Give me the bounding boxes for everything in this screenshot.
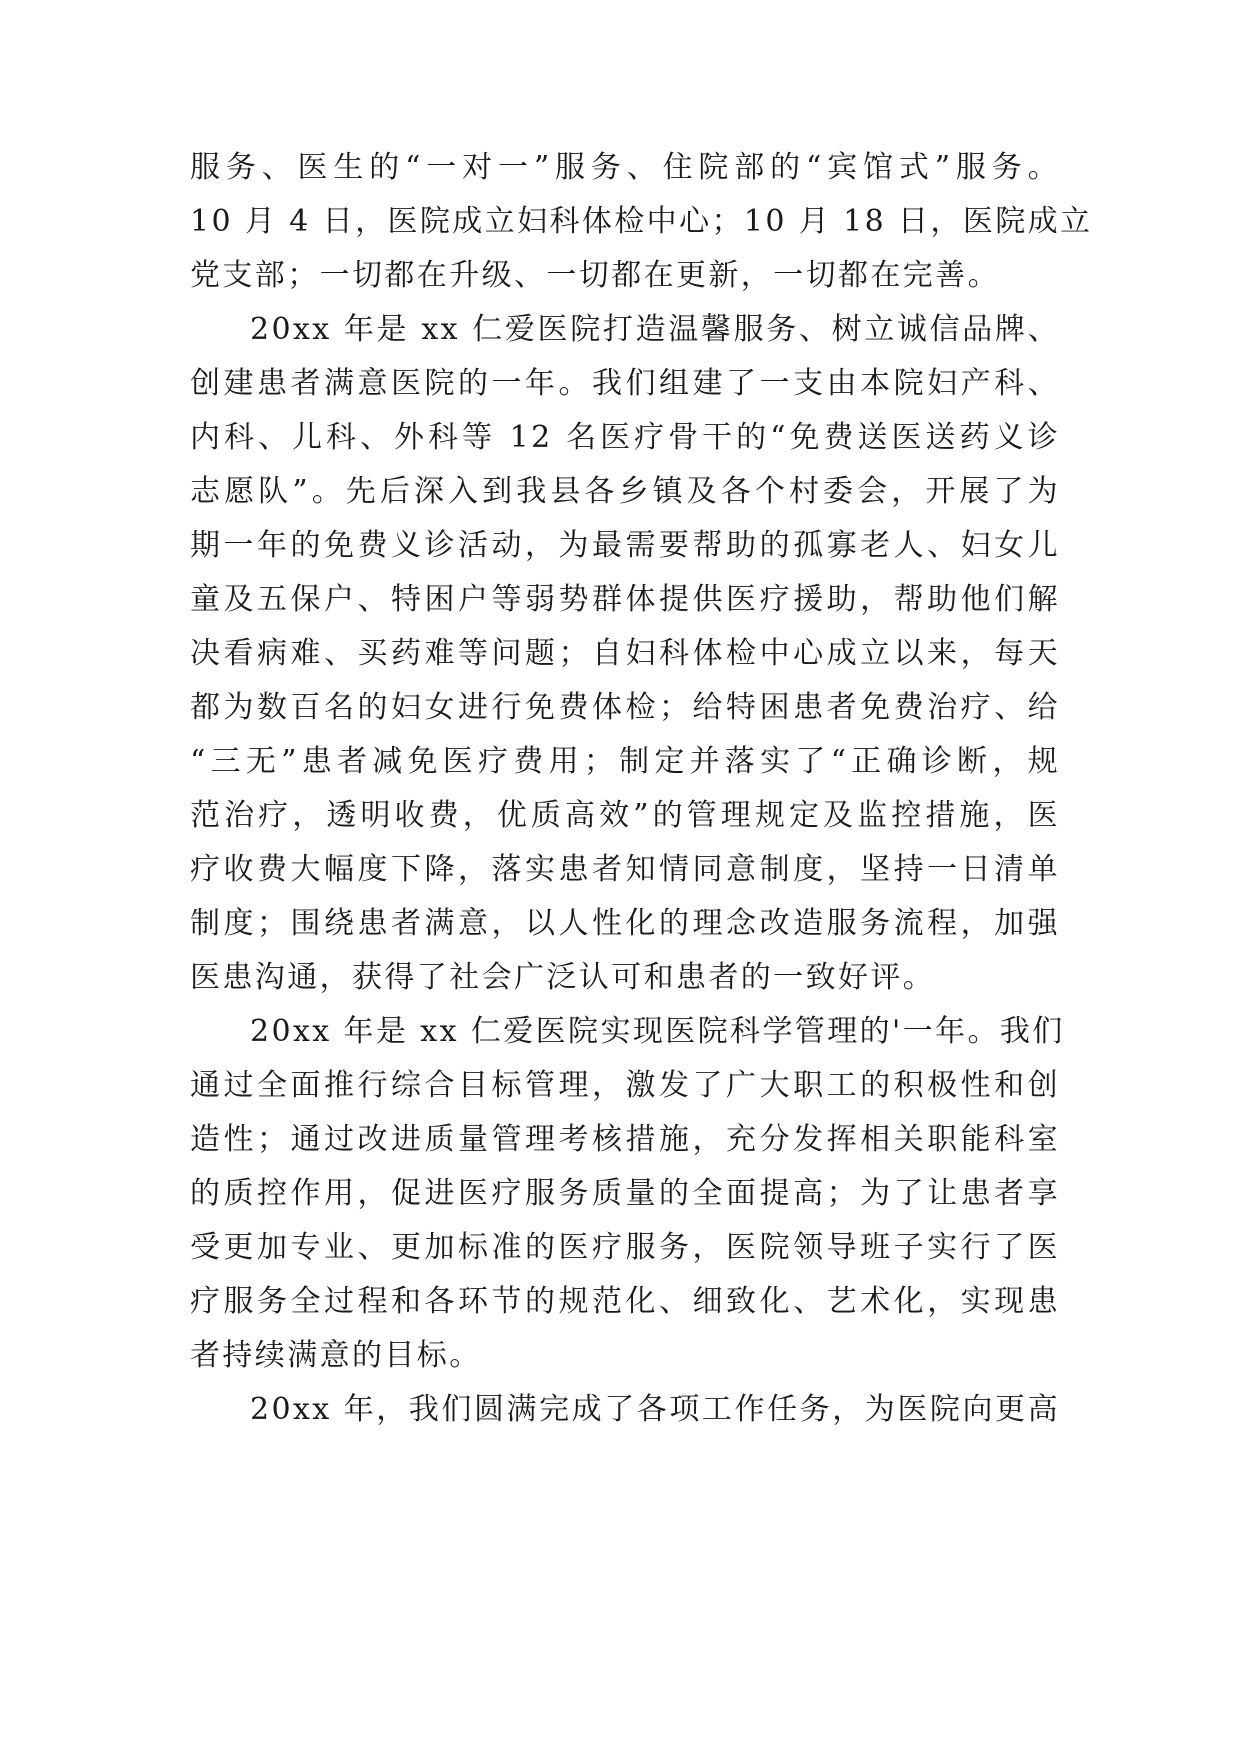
- text-line: 受更加专业、更加标准的医疗服务，医院领导班子实行了医: [190, 1230, 1060, 1265]
- paragraph-first-line: 20xx 年，我们圆满完成了各项工作任务，为医院向更高: [250, 1392, 1060, 1427]
- text-line: 期一年的免费义诊活动，为最需要帮助的孤寡老人、妇女儿: [190, 528, 1060, 563]
- text-line: 童及五保户、特困户等弱势群体提供医疗援助，帮助他们解: [190, 582, 1060, 617]
- text-line: 10 月 4 日，医院成立妇科体检中心；10 月 18 日，医院成立: [190, 204, 1093, 239]
- text-line: 范治疗，透明收费，优质高效”的管理规定及监控措施，医: [190, 798, 1060, 833]
- text-line: 创建患者满意医院的一年。我们组建了一支由本院妇产科、: [190, 366, 1060, 401]
- text-line: 疗服务全过程和各环节的规范化、细致化、艺术化，实现患: [190, 1284, 1060, 1319]
- text-line: 者持续满意的目标。: [190, 1338, 482, 1373]
- text-line: 制度；围绕患者满意，以人性化的理念改造服务流程，加强: [190, 906, 1060, 941]
- paragraph-first-line: 20xx 年是 xx 仁爱医院实现医院科学管理的'一年。我们: [250, 1014, 1065, 1049]
- text-line: 通过全面推行综合目标管理，激发了广大职工的积极性和创: [190, 1068, 1060, 1103]
- paragraph-first-line: 20xx 年是 xx 仁爱医院打造温馨服务、树立诚信品牌、: [250, 312, 1060, 347]
- text-line: 造性；通过改进质量管理考核措施，充分发挥相关职能科室: [190, 1122, 1060, 1157]
- text-line: 党支部；一切都在升级、一切都在更新，一切都在完善。: [190, 258, 1000, 293]
- text-line: 内科、儿科、外科等 12 名医疗骨干的“免费送医送药义诊: [190, 420, 1060, 455]
- text-line: 都为数百名的妇女进行免费体检；给特困患者免费治疗、给: [190, 690, 1060, 725]
- text-line: 服务、医生的“一对一”服务、住院部的“宾馆式”服务。: [190, 150, 1060, 185]
- text-line: “三无”患者减免医疗费用；制定并落实了“正确诊断，规: [190, 744, 1060, 779]
- text-line: 决看病难、买药难等问题；自妇科体检中心成立以来，每天: [190, 636, 1060, 671]
- text-line: 的质控作用，促进医疗服务质量的全面提高；为了让患者享: [190, 1176, 1060, 1211]
- text-line: 医患沟通，获得了社会广泛认可和患者的一致好评。: [190, 960, 936, 995]
- text-line: 疗收费大幅度下降，落实患者知情同意制度，坚持一日清单: [190, 852, 1060, 887]
- text-line: 志愿队”。先后深入到我县各乡镇及各个村委会，开展了为: [190, 474, 1060, 509]
